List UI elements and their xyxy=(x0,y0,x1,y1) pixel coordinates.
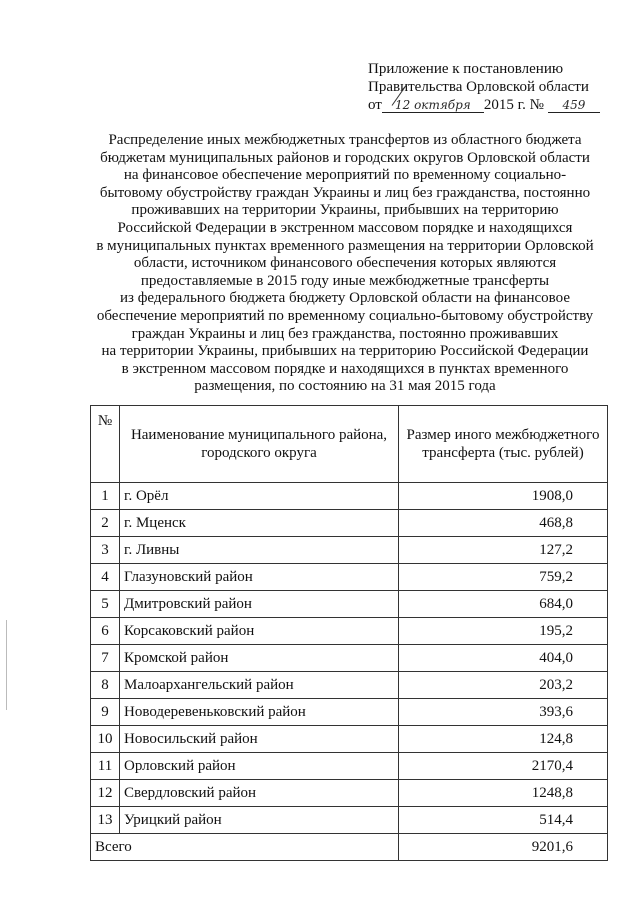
row-value: 759,2 xyxy=(399,564,608,591)
row-number: 8 xyxy=(91,672,120,699)
title-line: из федерального бюджета бюджету Орловской области на финансовое xyxy=(120,290,570,307)
total-label: Всего xyxy=(91,834,399,861)
title-line: размещения, по состоянию на 31 мая 2015 года xyxy=(194,378,496,395)
row-number: 3 xyxy=(91,537,120,564)
date-prefix: от xyxy=(368,97,382,113)
table-row xyxy=(91,618,608,645)
table-row xyxy=(91,510,608,537)
title-line: в муниципальных пунктах временного размещения на территории Орловской xyxy=(96,237,594,254)
title-line: Российской Федерации в экстренном массовом порядке и находящихся xyxy=(117,219,573,236)
row-name: Орловский район xyxy=(120,753,399,780)
table-row xyxy=(91,645,608,672)
table-row xyxy=(91,537,608,564)
row-value: 514,4 xyxy=(399,807,608,834)
row-name: Глазуновский район xyxy=(120,564,399,591)
title-line: Распределение иных межбюджетных трансфертов из областного бюджета xyxy=(108,132,582,148)
row-value: 127,2 xyxy=(399,537,608,564)
table-header-row xyxy=(91,406,608,483)
transfers-table xyxy=(90,405,608,861)
row-number: 10 xyxy=(91,726,120,753)
row-value: 393,6 xyxy=(399,699,608,726)
row-name: Новосильский район xyxy=(120,726,399,753)
row-value: 2170,4 xyxy=(399,753,608,780)
appendix-line-2: Правительства Орловской области xyxy=(368,79,589,95)
row-number: 11 xyxy=(91,753,120,780)
row-value: 203,2 xyxy=(399,672,608,699)
row-value: 468,8 xyxy=(399,510,608,537)
title-line: в экстренном массовом порядке и находящихся в пунктах временного xyxy=(121,360,569,377)
title-line: обеспечение мероприятий по временному социально-бытовому обустройству xyxy=(96,307,594,324)
table-row xyxy=(91,807,608,834)
table-row xyxy=(91,726,608,753)
header-name: Наименование муниципального района, городского округа xyxy=(120,406,399,483)
document-title xyxy=(80,132,610,396)
row-name: г. Мценск xyxy=(120,510,399,537)
table-row xyxy=(91,591,608,618)
title-line: бытовому обустройству граждан Украины и лиц без гражданства, постоянно xyxy=(99,184,591,201)
appendix-line-1: Приложение к постановлению xyxy=(368,61,564,77)
handwritten-date: 12 октября xyxy=(382,98,484,113)
row-number: 1 xyxy=(91,483,120,510)
table-row xyxy=(91,780,608,807)
title-line: области, источником финансового обеспечения которых являются xyxy=(133,255,557,272)
row-number: 12 xyxy=(91,780,120,807)
row-name: г. Орёл xyxy=(120,483,399,510)
row-number: 9 xyxy=(91,699,120,726)
row-name: Свердловский район xyxy=(120,780,399,807)
row-name: Урицкий район xyxy=(120,807,399,834)
row-number: 7 xyxy=(91,645,120,672)
row-value: 1248,8 xyxy=(399,780,608,807)
row-value: 404,0 xyxy=(399,645,608,672)
title-line: проживавших на территории Украины, прибывших на территорию xyxy=(131,202,559,219)
row-name: г. Ливны xyxy=(120,537,399,564)
year-text: 2015 г. № xyxy=(483,97,544,113)
header-num: № xyxy=(91,406,120,483)
table-row xyxy=(91,699,608,726)
row-name: Новодеревеньковский район xyxy=(120,699,399,726)
row-value: 1908,0 xyxy=(399,483,608,510)
title-line: на финансовое обеспечение мероприятий по временному социально- xyxy=(123,167,567,184)
row-name: Корсаковский район xyxy=(120,618,399,645)
row-value: 684,0 xyxy=(399,591,608,618)
title-line: предоставляемые в 2015 году иные межбюджетные трансферты xyxy=(140,272,550,289)
title-line: граждан Украины и лиц без гражданства, постоянно проживавших xyxy=(131,325,559,342)
title-line: на территории Украины, прибывших на территорию Российской Федерации xyxy=(101,343,589,360)
row-name: Малоархангельский район xyxy=(120,672,399,699)
row-name: Кромской район xyxy=(120,645,399,672)
handwritten-number: 459 xyxy=(548,98,600,113)
row-number: 5 xyxy=(91,591,120,618)
row-number: 4 xyxy=(91,564,120,591)
total-row xyxy=(91,834,608,861)
table-row xyxy=(91,564,608,591)
header-amount: Размер иного межбюджетного трансферта (тыс. рублей) xyxy=(399,406,608,483)
row-number: 2 xyxy=(91,510,120,537)
table-row xyxy=(91,672,608,699)
title-line: бюджетам муниципальных районов и городских округов Орловской области xyxy=(100,149,590,166)
table-row xyxy=(91,753,608,780)
row-name: Дмитровский район xyxy=(120,591,399,618)
scan-edge-mark xyxy=(6,620,7,710)
appendix-line-3 xyxy=(368,96,618,114)
row-value: 124,8 xyxy=(399,726,608,753)
row-number: 6 xyxy=(91,618,120,645)
table-row xyxy=(91,483,608,510)
total-value: 9201,6 xyxy=(399,834,608,861)
row-value: 195,2 xyxy=(399,618,608,645)
row-number: 13 xyxy=(91,807,120,834)
